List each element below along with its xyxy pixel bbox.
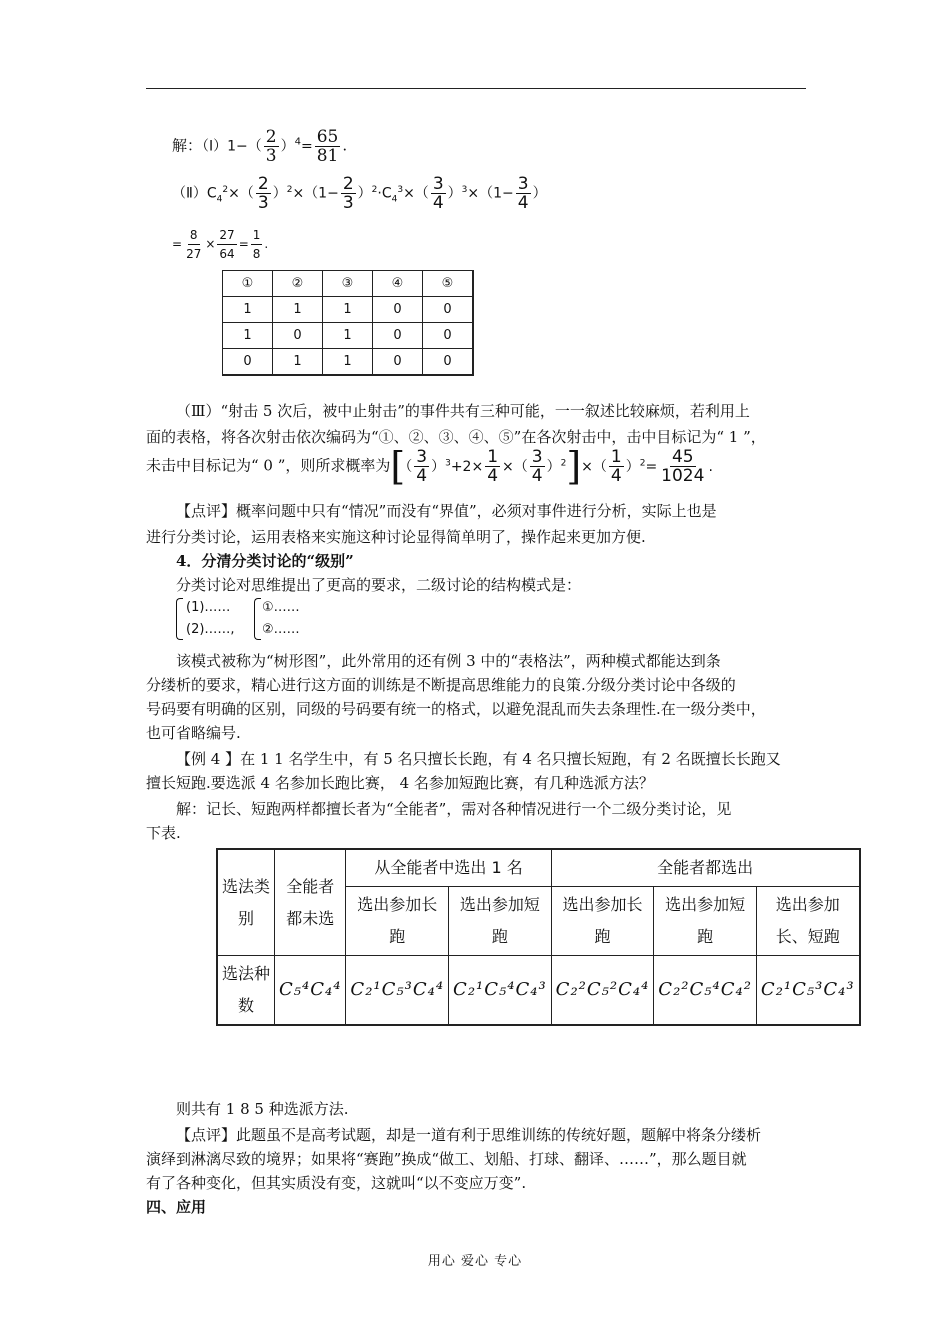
col-none: 全能者都未选 xyxy=(275,849,346,956)
section4-p3: 号码要有明确的区别，同级的号码要有统一的格式，以避免混乱而失去条理性.在一级分类中， xyxy=(146,700,766,718)
example4-sol2: 下表. xyxy=(146,824,181,842)
section4-p4: 也可省略编号. xyxy=(146,724,241,742)
solution-part1: 解：（Ⅰ）1−（ $\frac{2}{3}$ ）$^4$= $\frac{65}{81}$ . xyxy=(172,127,348,166)
table-row: 1 0 1 0 0 xyxy=(223,323,474,349)
shot-code-table xyxy=(222,270,474,376)
example4-sol1: 解：记长、短跑两样都擅长者为“全能者”，需对各种情况进行一个二级分类讨论，见 xyxy=(176,800,732,818)
conclusion: 则共有 1 8 5 种选派方法. xyxy=(176,1100,349,1118)
part3-line3: 未击中目标记为“ 0 ”，则所求概率为[（ $\frac{3}{4}$ ）$^3$+2× $\frac{1}{4}$ ×（ $\frac{3}{4}$ ）$^2$]×（ $\frac{1}{4}$ ）$^2$= $\frac{45}{1024}$ . xyxy=(146,444,713,489)
fraction: $\frac{2}{3}$ xyxy=(265,127,277,166)
table-header-row: ① ② ③ ④ ⑤ xyxy=(223,271,474,297)
comment1-line1: 【点评】概率问题中只有“情况”而没有“界值”，必须对事件进行分析，实际上也是 xyxy=(176,502,717,520)
comment2-line1: 【点评】此题虽不是高考试题，却是一道有利于思维训练的传统好题，题解中将条分缕析 xyxy=(176,1126,762,1144)
count-cell: C₅⁴C₄⁴ xyxy=(275,956,346,1026)
section4-intro: 分类讨论对思维提出了更高的要求，二级讨论的结构模式是： xyxy=(176,576,582,594)
part3-line2: 面的表格，将各次射击依次编码为“①、②、③、④、⑤”在各次射击中，击中目标记为“ 1 ”， xyxy=(146,428,766,446)
result-fraction: $\frac{65}{81}$ xyxy=(316,127,339,166)
count-cell: C₂²C₅⁴C₄² xyxy=(654,956,757,1026)
table-row: 0 1 1 0 0 xyxy=(223,349,474,376)
solution-part2-result: = $\frac{8}{27}$ × $\frac{27}{64}$ = $\frac{1}{8}$ . xyxy=(172,228,269,261)
col-category: 选法类别 xyxy=(217,849,275,956)
solution-part2: $(Ⅱ)C_4^2\times$（ $\frac{2}{3}$ ）$^2$×（1− $\frac{2}{3}$ ）$^2\cdot C_4^3\times$（ $\frac{3}{4}$ ）$^3$×（1− $\frac{3}{4}$ ） xyxy=(172,174,547,213)
count-cell: C₂¹C₅³C₄³ xyxy=(756,956,859,1026)
section4-p1: 该模式被称为“树形图”，此外常用的还有例 3 中的“表格法”，两种模式都能达到条 xyxy=(176,652,721,670)
comment1-line2: 进行分类讨论，运用表格来实施这种讨论显得简单明了，操作起来更加方便. xyxy=(146,528,646,546)
right-brace xyxy=(254,598,261,640)
section4-heading: 4．分清分类讨论的“级别” xyxy=(176,552,354,570)
example4-line2: 擅长短跑.要选派 4 名参加长跑比赛， 4 名参加短跑比赛，有几种选派方法？ xyxy=(146,774,654,792)
selection-table: 选法类别 全能者都未选 从全能者中选出 1 名 全能者都选出 选出参加长跑 选出参加短跑 选出参加长跑 选出参加短跑 选出参加长、短跑 选法种数 C₅⁴C₄⁴ C₂¹C₅³C₄⁴ C₂¹C₅⁴C₄³ C₂²C₅²C₄⁴ C₂²C₅⁴C₄² C₂¹C₅³C₄³ xyxy=(216,848,861,1026)
count-cell: C₂¹C₅⁴C₄³ xyxy=(449,956,552,1026)
example4-line1: 【例 4 】在 1 1 名学生中，有 5 名只擅长长跑，有 4 名只擅长短跑，有 2 名既擅长长跑又 xyxy=(176,750,781,768)
left-brace xyxy=(176,598,183,640)
group-all: 全能者都选出 xyxy=(551,849,859,887)
table-row: 1 1 1 0 0 xyxy=(223,297,474,323)
section-four-heading: 四、应用 xyxy=(146,1198,207,1216)
header-rule xyxy=(146,88,806,89)
comment2-line3: 有了各种变化，但其实质没有变，这就叫“以不变应万变”. xyxy=(146,1174,527,1192)
row-label: 选法种数 xyxy=(217,956,275,1026)
comment2-line2: 演绎到淋漓尽致的境界；如果将“赛跑”换成“做工、划船、打球、翻译、……”，那么题目就 xyxy=(146,1150,747,1168)
count-cell: C₂²C₅²C₄⁴ xyxy=(551,956,654,1026)
page-footer: 用心 爱心 专心 xyxy=(427,1254,523,1269)
count-cell: C₂¹C₅³C₄⁴ xyxy=(346,956,449,1026)
group-one: 从全能者中选出 1 名 xyxy=(346,849,551,887)
part3-line1: （Ⅲ）“射击 5 次后，被中止射击”的事件共有三种可能，一一叙述比较麻烦，若利用上 xyxy=(176,402,750,420)
section4-p2: 分缕析的要求，精心进行这方面的训练是不断提高思维能力的良策.分级分类讨论中各级的 xyxy=(146,676,736,694)
